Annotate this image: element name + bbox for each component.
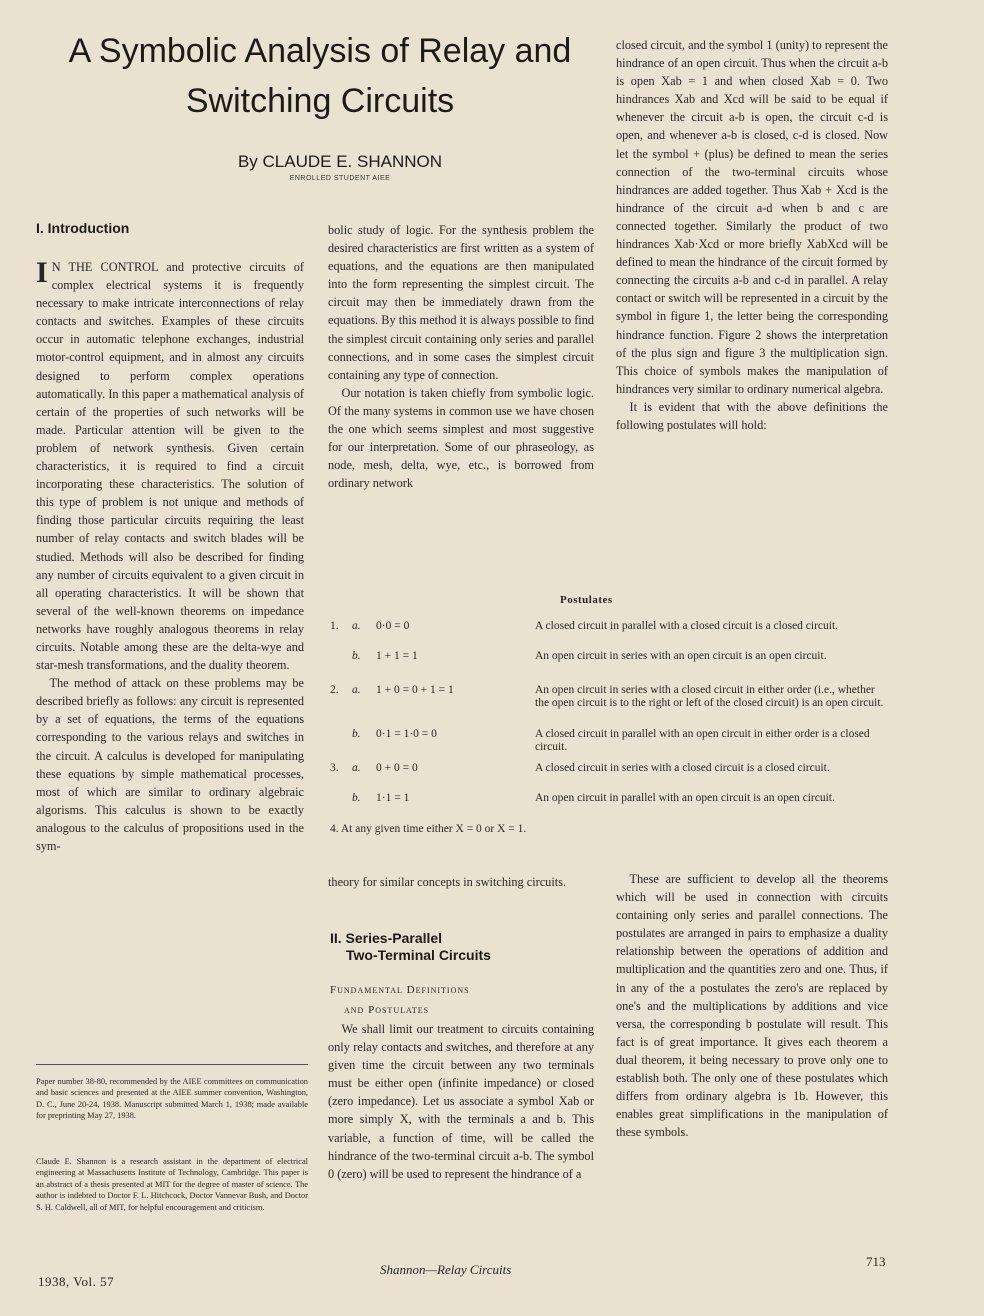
postulates-heading: Postulates [560,594,613,606]
title-line-1: A Symbolic Analysis of Relay and [68,32,572,70]
footnote-rule [36,1064,308,1065]
journal-volume: 1938, Vol. 57 [38,1274,115,1289]
postulate-equation: 0·0 = 0 [376,620,410,632]
column-2-text-bottom-2 [328,1020,594,1183]
postulate-4: 4. At any given time either X = 0 or X = 1. [330,823,527,835]
col2b-paragraph-2: We shall limit our treatment to circuits containing only relay contacts and switches, and therefore at any given time the circuit between any two terminals must be either open (infinite impedance) or closed (zero impedance). Let us associate a symbol Xab or more simply X, with the terminals a and b. This variable, a function of time, will be called the hindrance of the two-terminal circuit a-b. The symbol 0 (zero) will be used to represent the hindrance of a [328,1022,594,1181]
postulate-letter: a. [352,762,361,774]
col3b-paragraph-1: These are sufficient to develop all the theorems which will be used in connection with circuits containing only series and parallel connections. The postulates are arranged in pairs to emphasize a duality relationship between the operations of addition and multiplication and the quantities zero and one. Thus, if in any of the a postulates the zero's are replaced by one's and the multiplications by additions and vice versa, the corresponding b postulate will result. This fact is of great importance. It gives each theorem a dual theorem, it being necessary to prove only one to establish both. The only one of these postulates which differs from ordinary algebra is 1b. However, this enables great simplifications in the manipulation of these symbols. [616,872,888,1140]
subsection-heading-line-2: and Postulates [344,1004,430,1016]
author-affiliation: ENROLLED STUDENT AIEE [289,175,391,182]
title-line-2: Switching Circuits [185,82,455,120]
postulate-number: 1. [330,620,339,632]
section2-heading-line-2: Two-Terminal Circuits [346,947,491,963]
col2-paragraph-2: Our notation is taken chiefly from symbolic logic. Of the many systems in common use we have chosen the one which seems simplest and most suggestive for our interpretation. Some of our phraseology, as node, mesh, delta, wye, etc., is borrowed from ordinary network [328,385,594,491]
postulate-number: 2. [330,684,339,696]
intro-lead-in: N THE CONTROL [51,260,159,274]
postulate-letter: b. [352,792,361,804]
postulate-description: An open circuit in series with a closed circuit in either order (i.e., whether the open circuit is to the right or left of the closed circuit) is an open circuit. [535,684,884,709]
column-3-text-top [616,36,888,434]
column-1-text [36,258,304,855]
col3-paragraph-1: closed circuit, and the symbol 1 (unity) to represent the hindrance of an open circuit. Thus when the circuit a-b is open Xab = 1 and when closed Xab = 0. Two hindrances Xab and Xcd will be said to be equal if whenever the circuit a-b is open, the circuit c-d is open, and whenever a-b is closed, c-d is closed. Now let the symbol + (plus) be defined to mean the series connection of the two-terminal circuits whose hindrances are added together. Thus Xab + Xcd is the hindrance of the circuit a-d when b and c are connected together. Similarly the product of two hindrances Xab·Xcd or more briefly XabXcd will be defined to mean the hindrance of the circuit formed by connecting the circuits a-b and c-d in parallel. A relay contact or switch will be represented in a circuit by the symbol in figure 1, the letter being the corresponding hindrance function. Figure 2 shows the interpretation of the plus sign and figure 3 the multiplication sign. This choice of symbols makes the manipulation of hindrances very similar to ordinary numerical algebra. [616,38,888,396]
postulate-letter: b. [352,728,361,740]
footnote-author-info: Claude E. Shannon is a research assistant in the department of electrical engineering at Massachusetts Institute of Technology, Cambridge. This paper is an abstract of a thesis presented at MIT for the degree of master of science. The author is indebted to Doctor F. L. Hitchcock, Doctor Vannevar Bush, and Doctor S. H. Caldwell, all of MIT, for helpful encouragement and criticism. [36,1157,308,1212]
intro-paragraph-1 [36,258,304,674]
footnote-paper-info: Paper number 38-80, recommended by the AIEE committees on communication and basic sciences and presented at the AIEE summer convention, Washington, D. C., June 20-24, 1938. Manuscript submitted March 1, 1938; made available for preprinting May 27, 1938. [36,1077,308,1121]
col3-paragraph-2: It is evident that with the above definitions the following postulates will hold: [616,399,888,432]
section-heading-introduction: I. Introduction [36,220,130,236]
postulate-letter: a. [352,620,361,632]
postulate-letter: b. [352,650,361,662]
column-2-text-bottom [328,873,594,891]
postulate-description: An open circuit in series with an open circuit is an open circuit. [535,650,827,662]
postulate-equation: 1 + 1 = 1 [376,650,418,662]
postulate-description: A closed circuit in series with a closed circuit is a closed circuit. [535,762,830,774]
postulate-equation: 1 + 0 = 0 + 1 = 1 [376,684,454,696]
intro-paragraph-2: The method of attack on these problems may be described briefly as follows: any circuit is represented by a set of equations, the terms of the equations corresponding to the various relays and switches in the circuit. A calculus is developed for manipulating these equations by simple mathematical processes, most of which are similar to ordinary algebraic algorisms. This calculus is shown to be exactly analogous to the calculus of propositions used in the sym- [36,676,304,853]
postulate-equation: 1·1 = 1 [376,792,410,804]
column-3-text-bottom [616,870,888,1141]
page-number: 713 [866,1254,886,1269]
postulate-description: A closed circuit in parallel with a closed circuit is a closed circuit. [535,620,839,632]
section2-heading-line-1: II. Series-Parallel [330,930,443,946]
postulate-equation: 0 + 0 = 0 [376,762,418,774]
col2-paragraph-1: bolic study of logic. For the synthesis problem the desired characteristics are first written as a system of equations, and the equations are then manipulated into the form representing the simplest circuit. The circuit may then be immediately drawn from the equations. By this method it is always possible to find the simplest circuit containing only series and parallel connections, and in some cases the simplest circuit containing any type of connection. [328,223,594,382]
running-footer: Shannon—Relay Circuits [380,1262,512,1277]
postulate-description: An open circuit in parallel with an open circuit is an open circuit. [535,792,835,804]
postulate-letter: a. [352,684,361,696]
drop-cap: I [36,256,48,289]
column-2-text-top [328,221,594,492]
author-byline: By CLAUDE E. SHANNON [237,152,443,171]
postulate-number: 3. [330,762,339,774]
section-heading-series-parallel [330,930,491,964]
subsection-heading [330,980,470,1020]
col2b-paragraph-1: theory for similar concepts in switching circuits. [328,875,567,889]
subsection-heading-line-1: Fundamental Definitions [330,984,470,996]
paper-title [40,26,600,126]
intro-paragraph-1-body: and protective circuits of complex electrical systems it is frequently necessary to make intricate interconnections of relay contacts and switches. Examples of these circuits occur in automatic telephone exchanges, industrial motor-control equipment, and in almost any circuits designed to perform complex operations automatically. In this paper a mathematical analysis of certain of the properties of such networks will be made. Particular attention will be given to the problem of network synthesis. Given certain characteristics, it is required to find a circuit incorporating these characteristics. The solution of this type of problem is not unique and methods of finding those particular circuits requiring the least number of relay contacts and switch blades will be studied. Methods will also be described for finding any number of circuits equivalent to a given circuit in all operating characteristics. It will be shown that several of the well-known theorems on impedance networks have roughly analogous theorems in relay circuits. Notable among these are the delta-wye and star-mesh transformations, and the duality theorem. [36,260,305,673]
postulate-equation: 0·1 = 1·0 = 0 [376,728,437,740]
postulate-description: A closed circuit in parallel with an open circuit in either order is a closed circuit. [535,728,870,753]
